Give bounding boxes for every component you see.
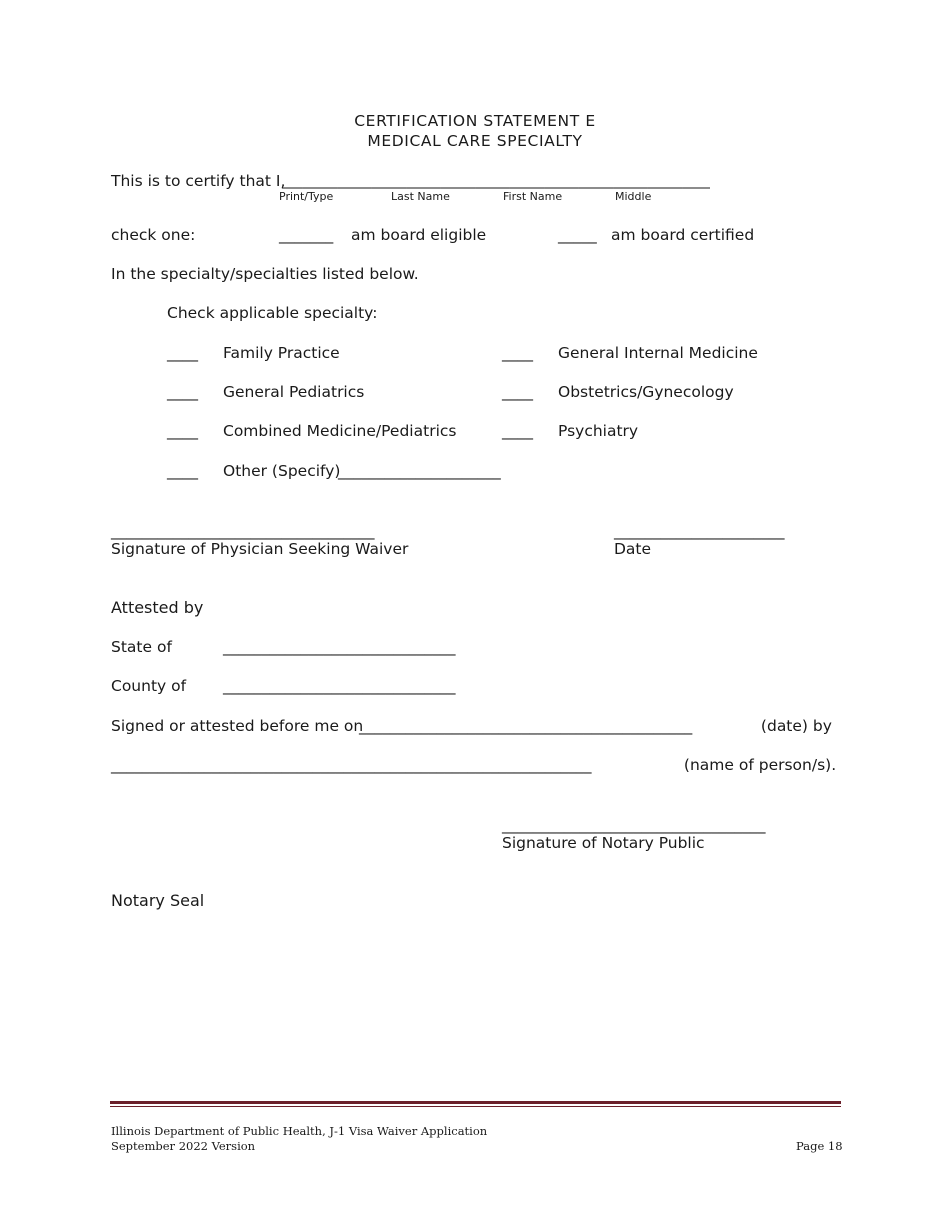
obstetrics-gynecology-label: Obstetrics/Gynecology xyxy=(558,383,734,401)
attested-by-heading: Attested by xyxy=(111,598,204,617)
footer-rule-thick xyxy=(110,1101,841,1104)
signed-date-field[interactable]: ___________________________________________ xyxy=(359,717,693,735)
combined-medicine-pediatrics-checkbox[interactable]: ____ xyxy=(167,422,198,440)
board-certified-label: am board certified xyxy=(611,226,755,244)
other-specify-field[interactable]: _____________________ xyxy=(338,462,501,480)
board-eligible-label: am board eligible xyxy=(351,226,487,244)
specialty-heading: Check applicable specialty: xyxy=(167,304,378,322)
other-checkbox[interactable]: ____ xyxy=(167,462,198,480)
state-field[interactable]: ______________________________ xyxy=(223,638,456,656)
signed-before-suffix: (date) by xyxy=(756,717,832,735)
physician-signature-label: Signature of Physician Seeking Waiver xyxy=(111,540,409,558)
general-pediatrics-checkbox[interactable]: ____ xyxy=(167,383,198,401)
general-pediatrics-label: General Pediatrics xyxy=(223,383,365,401)
signed-before-prefix: Signed or attested before me on xyxy=(111,717,369,735)
footer-version: September 2022 Version xyxy=(111,1139,256,1153)
family-practice-checkbox[interactable]: ____ xyxy=(167,344,198,362)
notary-seal-label: Notary Seal xyxy=(111,891,205,910)
specialty-intro: In the specialty/specialties listed below. xyxy=(111,265,419,283)
notary-signature-label: Signature of Notary Public xyxy=(502,834,705,852)
hint-last-name: Last Name xyxy=(391,190,450,203)
notary-signature-line[interactable]: __________________________________ xyxy=(502,816,766,834)
board-certified-checkbox[interactable]: _____ xyxy=(558,226,597,244)
physician-signature-line[interactable]: __________________________________ xyxy=(111,522,375,540)
persons-name-suffix: (name of person/s). xyxy=(679,756,837,774)
combined-medicine-pediatrics-label: Combined Medicine/Pediatrics xyxy=(223,422,457,440)
general-internal-medicine-label: General Internal Medicine xyxy=(558,344,758,362)
psychiatry-checkbox[interactable]: ____ xyxy=(502,422,533,440)
footer-page-number: Page 18 xyxy=(796,1139,843,1153)
title-line-1: CERTIFICATION STATEMENT E xyxy=(354,112,596,130)
board-eligible-checkbox[interactable]: _______ xyxy=(279,226,334,244)
county-label: County of xyxy=(111,677,187,695)
psychiatry-label: Psychiatry xyxy=(558,422,639,440)
check-one-label: check one: xyxy=(111,226,196,244)
date-line[interactable]: ______________________ xyxy=(614,522,785,540)
obstetrics-gynecology-checkbox[interactable]: ____ xyxy=(502,383,533,401)
persons-name-field[interactable]: ______________________________________________________________ xyxy=(111,756,592,774)
hint-first-name: First Name xyxy=(503,190,563,203)
county-field[interactable]: ______________________________ xyxy=(223,677,456,695)
hint-middle: Middle xyxy=(615,190,652,203)
certify-prefix: This is to certify that I, xyxy=(111,172,291,190)
other-specify-label: Other (Specify) xyxy=(223,462,341,480)
date-label: Date xyxy=(614,540,652,558)
hint-print-type: Print/Type xyxy=(279,190,334,203)
footer-rule-thin xyxy=(110,1106,841,1107)
title-line-2: MEDICAL CARE SPECIALTY xyxy=(367,132,583,150)
name-field[interactable]: ______________________________________________________________ xyxy=(282,173,710,189)
state-label: State of xyxy=(111,638,172,656)
footer-department: Illinois Department of Public Health, J-1 Visa Waiver Application xyxy=(111,1124,488,1138)
family-practice-label: Family Practice xyxy=(223,344,340,362)
general-internal-medicine-checkbox[interactable]: ____ xyxy=(502,344,533,362)
